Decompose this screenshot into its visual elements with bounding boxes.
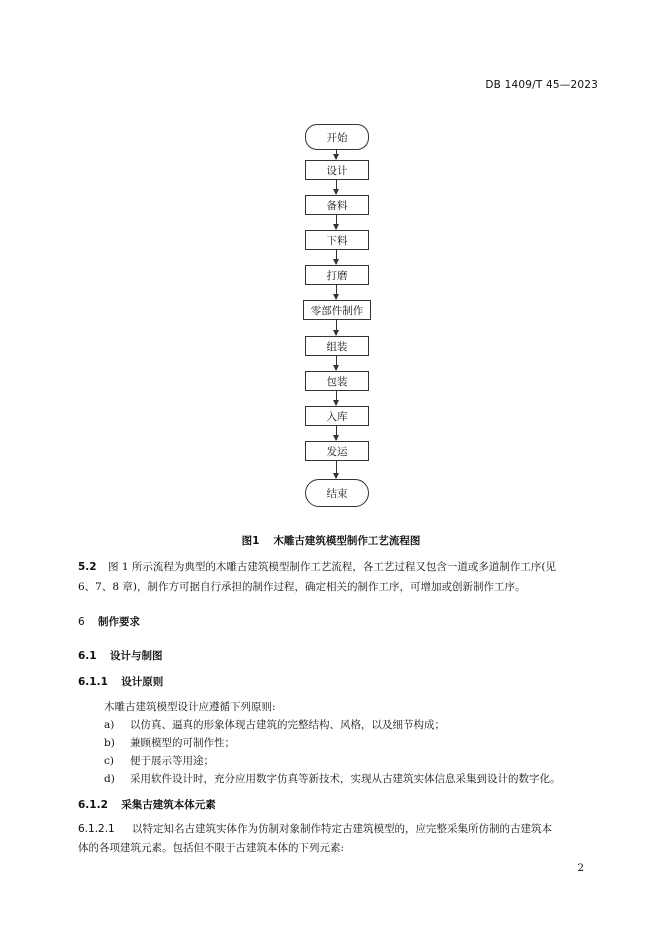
figure-label: 图1: [241, 535, 260, 547]
section-6-1-heading: [78, 648, 162, 663]
clause-6-1-2-1-line2: 体的各项建筑元素。包括但不限于古建筑本体的下列元素:: [78, 842, 345, 854]
section-6-1-2-number: 6.1.2: [78, 799, 108, 811]
principles-intro: 木雕古建筑模型设计应遵循下列原则:: [104, 701, 276, 713]
item-marker: b): [104, 737, 115, 749]
flow-arrow: [336, 150, 337, 159]
flow-arrow: [336, 285, 337, 299]
flow-node-packing: 包装: [305, 371, 369, 391]
document-id: DB 1409/T 45—2023: [485, 79, 598, 91]
flow-node-parts: 零部件制作: [303, 300, 371, 320]
flow-node-storage: 入库: [305, 406, 369, 426]
flow-arrow: [336, 356, 337, 370]
flow-node-start: 开始: [305, 124, 369, 150]
page-number: 2: [577, 862, 584, 874]
section-6-1-number: 6.1: [78, 650, 97, 662]
flow-node-design: 设计: [305, 160, 369, 180]
flow-node-assembly: 组装: [305, 336, 369, 356]
flow-node-material: 备料: [305, 195, 369, 215]
figure-title: 木雕古建筑模型制作工艺流程图: [273, 535, 421, 547]
clause-5-2-line2: 6、7、8 章)，制作方可据自行承担的制作过程，确定相关的制作工序，可增加或创新制作工序。: [78, 581, 526, 593]
item-marker: c): [104, 755, 114, 767]
section-6-1-2-heading: [78, 797, 216, 812]
item-marker: a): [104, 719, 115, 731]
section-6-heading: [78, 614, 140, 629]
item-text: 以仿真、逼真的形象体现古建筑的完整结构、风格，以及细节构成；: [130, 719, 445, 731]
flow-arrow: [336, 391, 337, 405]
flow-node-polishing: 打磨: [305, 265, 369, 285]
section-6-1-1-title: 设计原则: [121, 676, 164, 688]
clause-5-2-line1: 图 1 所示流程为典型的木雕古建筑模型制作工艺流程，各工艺过程又包含一道或多道制作工序(见: [108, 561, 556, 573]
flow-node-cutting: 下料: [305, 230, 369, 250]
clause-6-1-2-1-number: 6.1.2.1: [78, 823, 115, 835]
item-marker: d): [104, 773, 115, 785]
flow-node-shipping: 发运: [305, 441, 369, 461]
principle-item-c: [104, 753, 214, 768]
principle-item-a: [104, 717, 445, 732]
principle-item-d: [104, 771, 561, 786]
flow-arrow: [336, 426, 337, 440]
clause-5-2-number: 5.2: [78, 561, 97, 573]
item-text: 采用软件设计时，充分应用数字仿真等新技术，实现从古建筑实体信息采集到设计的数字化。: [130, 773, 561, 785]
flow-arrow: [336, 461, 337, 478]
clause-6-1-2-1-line1: 以特定知名古建筑实体作为仿制对象制作特定古建筑模型的，应完整采集所仿制的古建筑本: [132, 823, 552, 835]
figure-caption: [0, 533, 662, 548]
flow-arrow: [336, 215, 337, 229]
flow-arrow: [336, 250, 337, 264]
item-text: 兼顾模型的可制作性；: [130, 737, 235, 749]
section-6-1-1-number: 6.1.1: [78, 676, 108, 688]
section-6-1-title: 设计与制图: [109, 650, 163, 662]
flow-node-end: 结束: [305, 479, 369, 507]
section-6-1-2-title: 采集古建筑本体元素: [121, 799, 216, 811]
flow-arrow: [336, 320, 337, 335]
item-text: 便于展示等用途；: [130, 755, 214, 767]
section-6-number: 6: [78, 616, 85, 628]
flow-arrow: [336, 180, 337, 194]
principle-item-b: [104, 735, 235, 750]
section-6-title: 制作要求: [98, 616, 141, 628]
section-6-1-1-heading: [78, 674, 163, 689]
